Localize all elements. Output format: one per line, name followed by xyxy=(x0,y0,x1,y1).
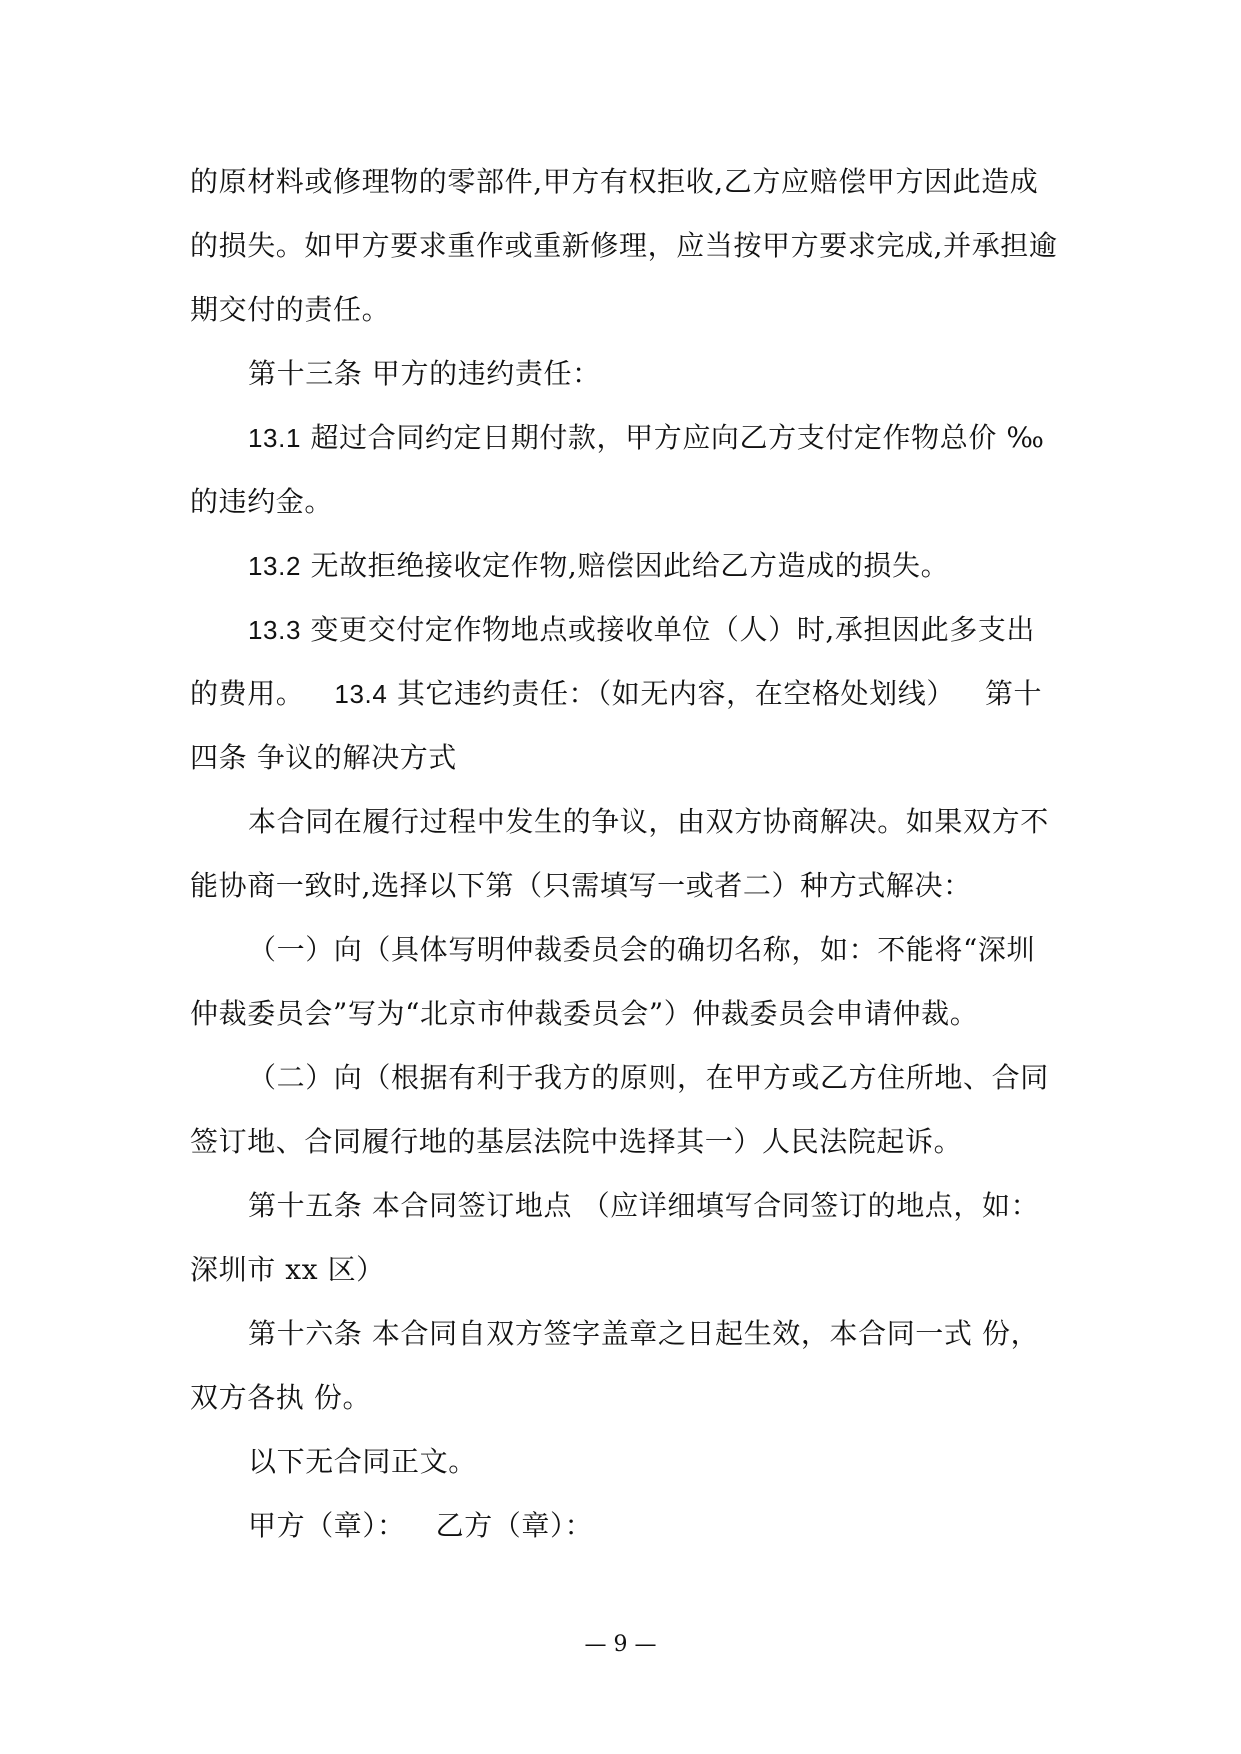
party-b-seal-label: 乙方（章）： xyxy=(435,1509,594,1542)
clause-text: 其它违约责任：（如无内容，在空格处划线） xyxy=(396,677,955,710)
clause-text: 无故拒绝接收定作物,赔偿因此给乙方造成的损失。 xyxy=(310,549,950,582)
article-14-title: 第十四条 争议的解决方式 xyxy=(190,677,1043,774)
clause-text: 变更交付定作物地点或接收单位（人）时,承担因此多支出的费用。 xyxy=(190,613,1036,710)
page-number: — 9 — xyxy=(584,1632,657,1657)
clause-13-3 xyxy=(190,598,1060,790)
contract-body xyxy=(190,150,1060,1558)
clause-number: 13.4 xyxy=(334,679,388,709)
paragraph-option-2: （二）向（根据有利于我方的原则，在甲方或乙方住所地、合同签订地、合同履行地的基层法院中选择其一）人民法院起诉。 xyxy=(190,1061,1049,1158)
paragraph-dispute: 本合同在履行过程中发生的争议，由双方协商解决。如果双方不能协商一致时,选择以下第（只需填写一或者二）种方式解决： xyxy=(190,805,1049,902)
party-a-seal-label: 甲方（章）： xyxy=(248,1509,406,1542)
clause-number: 13.2 xyxy=(248,551,302,581)
article-16: 第十六条 本合同自双方签字盖章之日起生效，本合同一式 份，双方各执 份。 xyxy=(190,1317,1040,1414)
clause-13-1 xyxy=(190,406,1060,534)
clause-13-2 xyxy=(190,534,1060,598)
clause-text: 超过合同约定日期付款，甲方应向乙方支付定作物总价 ‰的违约金。 xyxy=(190,421,1045,518)
clause-number: 13.3 xyxy=(248,615,302,645)
paragraph-continuation: 的原材料或修理物的零部件,甲方有权拒收,乙方应赔偿甲方因此造成的损失。如甲方要求重作或重新修理，应当按甲方要求完成,并承担逾期交付的责任。 xyxy=(190,165,1058,326)
paragraph-end-note: 以下无合同正文。 xyxy=(248,1445,477,1478)
article-15: 第十五条 本合同签订地点 （应详细填写合同签订的地点，如：深圳市 xx 区） xyxy=(190,1189,1040,1286)
article-13-title: 第十三条 甲方的违约责任： xyxy=(248,357,601,390)
paragraph-option-1: （一）向（具体写明仲裁委员会的确切名称，如：不能将“深圳仲裁委员会”写为“北京市仲裁委员会”）仲裁委员会申请仲裁。 xyxy=(190,933,1036,1030)
clause-number: 13.1 xyxy=(248,423,302,453)
signature-line xyxy=(190,1494,1060,1558)
